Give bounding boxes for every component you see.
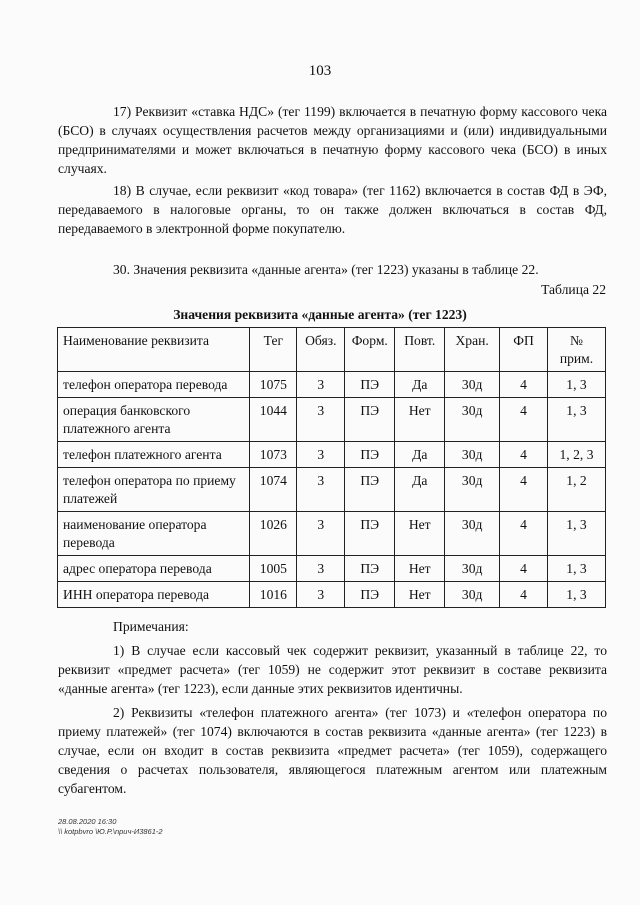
header-name: Наименование реквизита: [58, 328, 250, 372]
footer-timestamp: 28.08.2020 16:30: [58, 817, 117, 826]
cell-format: ПЭ: [345, 372, 395, 398]
cell-storage: 30д: [445, 442, 500, 468]
cell-name: телефон оператора перевода: [58, 372, 250, 398]
cell-tag: 1074: [250, 468, 297, 512]
page-number: 103: [308, 63, 332, 79]
table-row: [58, 398, 606, 442]
cell-format: ПЭ: [345, 556, 395, 582]
cell-note-number: 1, 2: [548, 468, 606, 512]
paragraph-30: 30. Значения реквизита «данные агента» (тег 1223) указаны в таблице 22.: [113, 262, 539, 277]
paragraph-17: 17) Реквизит «ставка НДС» (тег 1199) включается в печатную форму кассового чека (БСО) в случаях осуществления расчетов между организациями и (или) индивидуальными предпринимателями и может включаться в печатную форму кассового чека (БСО) в иных случаях.: [58, 104, 607, 176]
table-row: [58, 582, 606, 608]
cell-storage: 30д: [445, 372, 500, 398]
cell-mandatory: 3: [297, 468, 345, 512]
header-storage: Хран.: [445, 328, 500, 372]
note-2: 2) Реквизиты «телефон платежного агента» (тег 1073) и «телефон оператора по приему платежей» (тег 1074) включаются в состав реквизита «данные агента» (тег 1223) в случае, если он входит в состав реквизита «предмет расчета» (тег 1059), содержащего сведения о расчетах пользователя, являющегося платежным агентом или платежным субагентом.: [58, 705, 607, 796]
cell-format: ПЭ: [345, 468, 395, 512]
cell-fp: 4: [500, 398, 548, 442]
cell-name: адрес оператора перевода: [58, 556, 250, 582]
table-caption: Таблица 22: [541, 282, 606, 297]
cell-tag: 1075: [250, 372, 297, 398]
cell-fp: 4: [500, 512, 548, 556]
cell-name: телефон платежного агента: [58, 442, 250, 468]
cell-storage: 30д: [445, 512, 500, 556]
cell-fp: 4: [500, 442, 548, 468]
cell-repeat: Да: [395, 442, 445, 468]
cell-tag: 1026: [250, 512, 297, 556]
cell-mandatory: 3: [297, 442, 345, 468]
cell-format: ПЭ: [345, 512, 395, 556]
cell-name: телефон оператора по приему платежей: [58, 468, 250, 512]
cell-note-number: 1, 3: [548, 398, 606, 442]
cell-name: операция банковского платежного агента: [58, 398, 250, 442]
notes-title: Примечания:: [113, 619, 189, 634]
table-title: Значения реквизита «данные агента» (тег 1223): [173, 307, 467, 322]
cell-storage: 30д: [445, 556, 500, 582]
cell-mandatory: 3: [297, 556, 345, 582]
table-header-row: [58, 328, 606, 372]
cell-repeat: Нет: [395, 556, 445, 582]
cell-repeat: Нет: [395, 398, 445, 442]
note-1: 1) В случае если кассовый чек содержит реквизит, указанный в таблице 22, то реквизит «предмет расчета» (тег 1059) не содержит этот реквизит в составе реквизита «данные агента» (тег 1223), если данные этих реквизитов идентичны.: [58, 643, 607, 696]
cell-repeat: Нет: [395, 582, 445, 608]
cell-storage: 30д: [445, 468, 500, 512]
cell-fp: 4: [500, 556, 548, 582]
cell-note-number: 1, 2, 3: [548, 442, 606, 468]
table-row: [58, 556, 606, 582]
cell-fp: 4: [500, 468, 548, 512]
cell-note-number: 1, 3: [548, 372, 606, 398]
header-repeat: Повт.: [395, 328, 445, 372]
footer-file-path: \\ kotpbvro \Ю.Р.\npuч-И3861-2: [58, 827, 163, 836]
cell-mandatory: 3: [297, 398, 345, 442]
cell-tag: 1073: [250, 442, 297, 468]
header-mandatory: Обяз.: [297, 328, 345, 372]
cell-repeat: Да: [395, 372, 445, 398]
requisites-table: [57, 327, 606, 608]
table-row: [58, 512, 606, 556]
cell-repeat: Нет: [395, 512, 445, 556]
cell-fp: 4: [500, 372, 548, 398]
cell-note-number: 1, 3: [548, 556, 606, 582]
header-note-number: № прим.: [548, 328, 606, 372]
cell-storage: 30д: [445, 398, 500, 442]
paragraph-18: 18) В случае, если реквизит «код товара» (тег 1162) включается в состав ФД в ЭФ, передаваемого в налоговые органы, то он также должен включаться в состав ФД, передаваемого в электронной форме покупателю.: [58, 183, 607, 236]
cell-name: ИНН оператора перевода: [58, 582, 250, 608]
header-format: Форм.: [345, 328, 395, 372]
cell-mandatory: 3: [297, 512, 345, 556]
cell-name: наименование оператора перевода: [58, 512, 250, 556]
cell-note-number: 1, 3: [548, 582, 606, 608]
table-row: [58, 468, 606, 512]
cell-note-number: 1, 3: [548, 512, 606, 556]
cell-mandatory: 3: [297, 582, 345, 608]
cell-storage: 30д: [445, 582, 500, 608]
table-row: [58, 442, 606, 468]
table-row: [58, 372, 606, 398]
header-fp: ФП: [500, 328, 548, 372]
cell-tag: 1005: [250, 556, 297, 582]
cell-format: ПЭ: [345, 442, 395, 468]
cell-mandatory: 3: [297, 372, 345, 398]
header-tag: Тег: [250, 328, 297, 372]
cell-format: ПЭ: [345, 398, 395, 442]
cell-fp: 4: [500, 582, 548, 608]
cell-tag: 1044: [250, 398, 297, 442]
cell-repeat: Да: [395, 468, 445, 512]
cell-format: ПЭ: [345, 582, 395, 608]
cell-tag: 1016: [250, 582, 297, 608]
